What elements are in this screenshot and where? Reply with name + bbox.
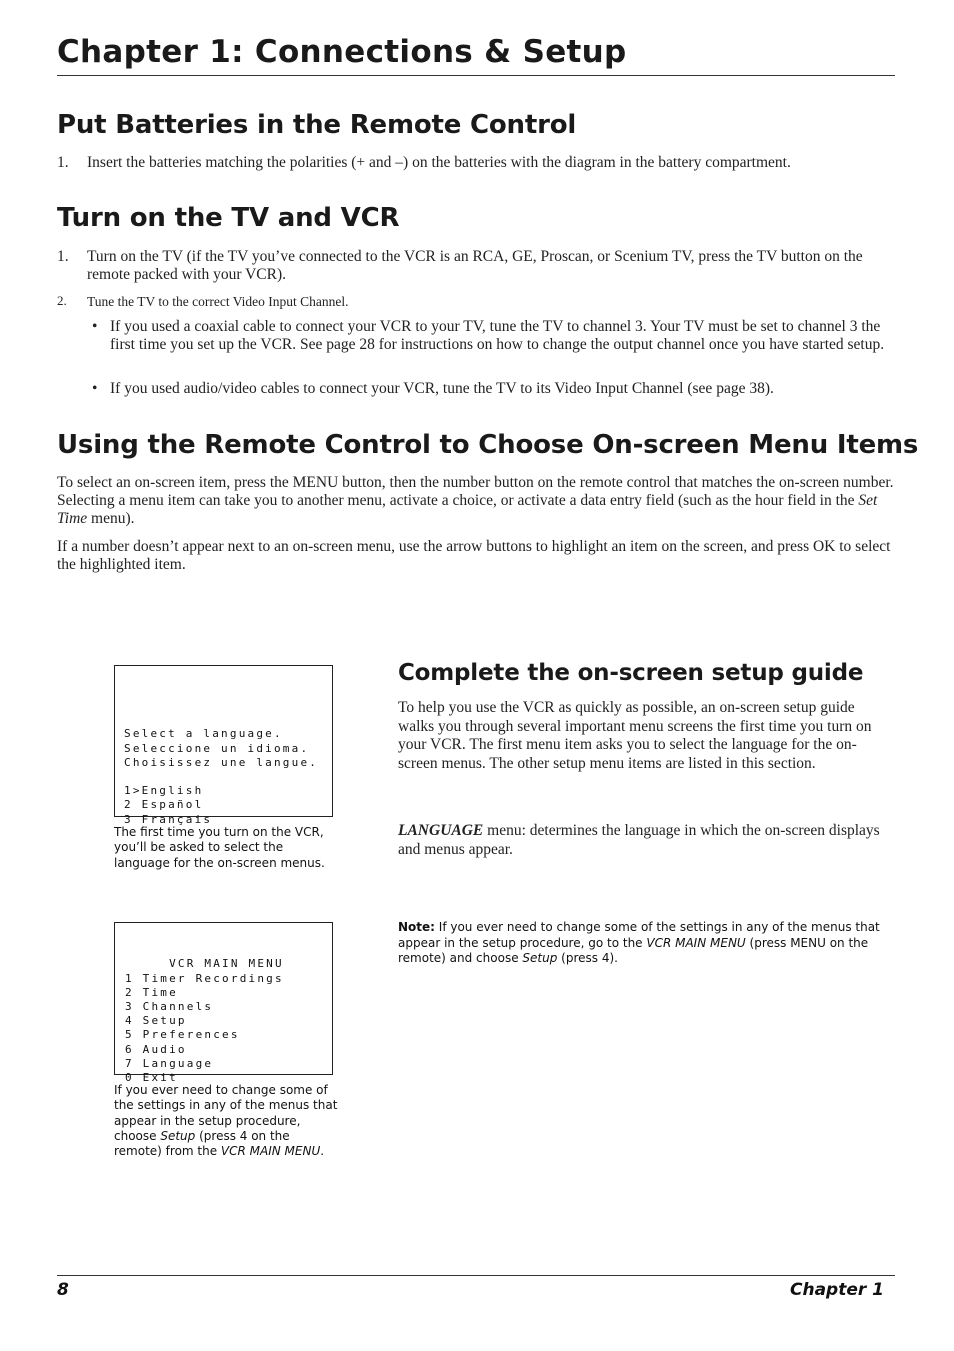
screen-line: 4 Setup bbox=[125, 1014, 187, 1028]
screen-line: 0 Exit bbox=[125, 1070, 178, 1084]
language-menu-description bbox=[398, 822, 893, 859]
footer-chapter-label: Chapter 1 bbox=[789, 1280, 884, 1300]
screen-line: VCR MAIN MENU bbox=[125, 957, 284, 971]
screen-line bbox=[124, 770, 332, 784]
main-menu-caption bbox=[114, 1083, 340, 1159]
language-menu-term: LANGUAGE bbox=[398, 822, 484, 839]
setup-menu-name: Setup bbox=[522, 951, 558, 965]
step-text: Tune the TV to the correct Video Input Channel. bbox=[87, 294, 349, 309]
bullet-text: If you used audio/video cables to connect your VCR, tune the TV to its Video Input Channel (see page 38). bbox=[110, 380, 774, 397]
heading-batteries: Put Batteries in the Remote Control bbox=[57, 110, 577, 140]
language-screen bbox=[114, 665, 333, 826]
screen-line: Select a language. bbox=[124, 727, 283, 741]
screen-line: 1 Timer Recordings bbox=[125, 971, 284, 985]
note-text: (press MENU on the remote) and choose bbox=[398, 935, 869, 965]
screen-line: Choisissez une langue. bbox=[124, 755, 319, 769]
setup-guide-intro: To help you use the VCR as quickly as possible, an on-screen setup guide walks you through several important menu screens the first time you turn on your VCR. The first menu item asks you to select the language for the on-screen menus. The other setup menu items are listed in this section. bbox=[398, 699, 872, 772]
chapter-title: Chapter 1: Connections & Setup bbox=[57, 34, 627, 70]
caption-text: If you ever need to change some of the settings in any of the menus that appear in the setup procedure, choose bbox=[114, 1083, 338, 1143]
note-label: Note: bbox=[398, 920, 435, 934]
vcr-main-menu-name: VCR MAIN MENU bbox=[646, 935, 746, 950]
step-text: Insert the batteries matching the polarities (+ and –) on the batteries with the diagram in the battery compartment. bbox=[87, 154, 791, 171]
step-number: 1. bbox=[57, 154, 69, 171]
paragraph-text: menu). bbox=[87, 510, 135, 527]
note-text: (press 4). bbox=[557, 951, 618, 965]
footer-divider bbox=[57, 1275, 895, 1276]
heading-setup-guide: Complete the on-screen setup guide bbox=[398, 660, 864, 686]
heading-turn-on: Turn on the TV and VCR bbox=[57, 203, 400, 233]
screen-line: 5 Preferences bbox=[125, 1028, 240, 1042]
caption-text: (press 4 on the remote) from the bbox=[114, 1128, 290, 1159]
paragraph-remote-2: If a number doesn’t appear next to an on-screen menu, use the arrow buttons to highlight an item on the screen, and press OK to select the highlighted item. bbox=[57, 538, 891, 573]
heading-remote-control: Using the Remote Control to Choose On-screen Menu Items bbox=[57, 430, 919, 460]
language-screen-caption: The first time you turn on the VCR, you’ll be asked to select the language for the on-screen menus. bbox=[114, 825, 325, 870]
screen-line: 2 Time bbox=[125, 985, 178, 999]
header-divider bbox=[57, 75, 895, 76]
paragraph-text: To select an on-screen item, press the MENU button, then the number button on the remote control that matches the on-screen number. Selecting a menu item can take you to another menu, activate a choice, or activate a data entry field (such as the hour field in the bbox=[57, 474, 894, 509]
bullet-marker: • bbox=[92, 380, 98, 397]
description-text: menu: determines the language in which the on-screen displays and menus appear. bbox=[398, 822, 880, 858]
screen-line: 2 Español bbox=[124, 798, 204, 812]
step-text: Turn on the TV (if the TV you’ve connected to the VCR is an RCA, GE, Proscan, or Scenium TV, press the TV button on the remote packed with your VCR). bbox=[87, 248, 863, 283]
main-menu-screen bbox=[114, 922, 333, 1084]
screen-line: Seleccione un idioma. bbox=[124, 741, 310, 755]
screen-line: 7 Language bbox=[125, 1056, 214, 1070]
screen-line: 6 Audio bbox=[125, 1042, 187, 1056]
screen-line: 3 Français bbox=[124, 812, 213, 826]
bullet-text: If you used a coaxial cable to connect your VCR to your TV, tune the TV to channel 3. Your TV must be set to channel 3 the first time you set up the VCR. See page 28 for instructions on how to change the output channel once you have started setup. bbox=[110, 318, 885, 353]
setup-note bbox=[398, 920, 888, 967]
screen-line: 1>English bbox=[124, 784, 204, 798]
vcr-main-menu-name: VCR MAIN MENU bbox=[220, 1144, 321, 1159]
setup-menu-name: Setup bbox=[160, 1128, 196, 1143]
caption-text: . bbox=[320, 1144, 325, 1159]
paragraph-remote-1 bbox=[57, 474, 895, 528]
step-number: 1. bbox=[57, 248, 69, 265]
page-number: 8 bbox=[57, 1280, 69, 1300]
screen-line: 3 Channels bbox=[125, 999, 214, 1013]
note-text: If you ever need to change some of the settings in any of the menus that appear in the setup procedure, go to the bbox=[398, 920, 880, 950]
step-number: 2. bbox=[57, 293, 67, 308]
set-time-menu-name: Set Time bbox=[57, 492, 878, 527]
bullet-marker: • bbox=[92, 318, 98, 335]
